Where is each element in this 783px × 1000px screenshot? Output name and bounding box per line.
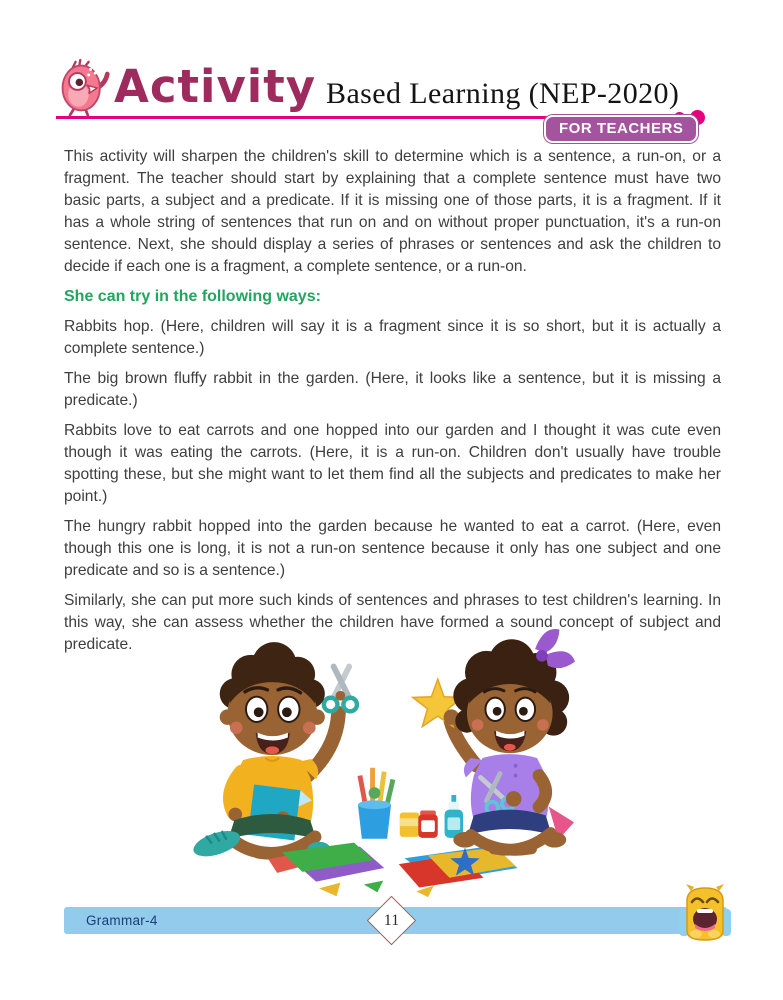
example-paragraph-1: Rabbits hop. (Here, children will say it is a fragment since it is so short, but it is actually a complete sentence.)	[64, 318, 721, 357]
page-number: 11	[383, 911, 400, 929]
glue-bottle-icon	[445, 795, 463, 838]
children-crafting-illustration	[166, 612, 618, 904]
example-paragraph-4: The hungry rabbit hopped into the garden because he wanted to eat a carrot. (Here, even though this one is long, it is not a run-on sentence because it only has one subject and one predicate and so is a sentence.)	[64, 518, 721, 579]
ways-subheading: She can try in the following ways:	[64, 288, 321, 305]
closing-paragraph: Similarly, she can put more such kinds of sentences and phrases to test children's learning. In this way, she can assess whether the children have formed a sound concept of subject and predicate.	[64, 592, 721, 653]
pencil-cup-icon	[358, 768, 393, 839]
intro-paragraph: This activity will sharpen the children's skill to determine which is a sentence, a run-on, or a fragment. The teacher should start by explaining that a complete sentence must have two basic parts, a subject and a predicate. If it is missing one of those parts, it is a fragment. If it has a whole string of sentences that run on and on without proper punctuation, it's a run-on sentence. Next, she should display a series of phrases or sentences and ask the children to decide if each one is a fragment, a complete sentence, or a run-on.	[64, 148, 721, 275]
colored-papers	[268, 843, 517, 898]
book-title-label: Grammar-4	[86, 913, 158, 928]
example-paragraph-3: Rabbits love to eat carrots and one hopped into our garden and I thought it was cute even though it was eating the carrots. (Here, it is a run-on. Children don't usually have trouble spotting these, but she might want to let them find all the subjects and predicates to make her point.)	[64, 422, 721, 505]
page-title	[114, 60, 680, 113]
example-paragraph-2: The big brown fluffy rabbit in the garden. (Here, it looks like a sentence, but it is missing a predicate.)	[64, 370, 721, 409]
boy-scissors-icon	[324, 667, 357, 712]
pink-bird-mascot-icon	[56, 58, 112, 118]
body-text	[64, 146, 721, 656]
title-based-learning: Based Learning (NEP-2020)	[326, 76, 680, 110]
title-activity: Activity	[114, 60, 317, 113]
crying-yellow-monster-icon	[676, 883, 734, 945]
boy-figure	[190, 642, 357, 861]
craft-supplies	[358, 768, 463, 839]
paint-pots-icon	[400, 811, 438, 838]
for-teachers-badge: FOR TEACHERS	[544, 115, 698, 143]
